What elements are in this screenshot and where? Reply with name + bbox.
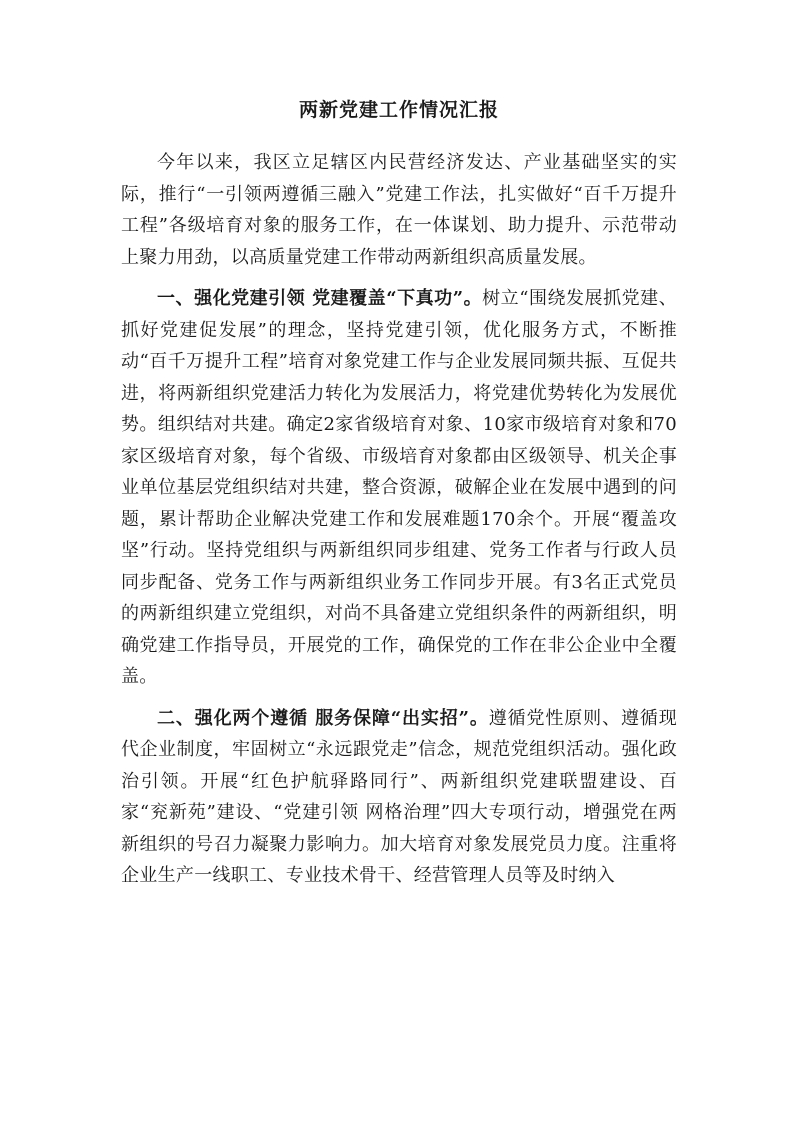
document-page (121, 95, 677, 902)
intro-paragraph: 今年以来，我区立足辖区内民营经济发达、产业基础坚实的实际，推行“一引领两遵循三融入”党建工作法，扎实做好“百千万提升工程”各级培育对象的服务工作，在一体谋划、助力提升、示范带动上聚力用劲，以高质量党建工作带动两新组织高质量发展。 (121, 152, 677, 268)
section-1-heading: 一、强化党建引领 党建覆盖“下真功”。 (157, 288, 483, 309)
section-2-paragraph (121, 703, 677, 892)
section-1-body: 树立“围绕发展抓党建、抓好党建促发展”的理念，坚持党建引领，优化服务方式，不断推动“百千万提升工程”培育对象党建工作与企业发展同频共振、互促共进，将两新组织党建活力转化为发展活力，将党建优势转化为发展优势。组织结对共建。确定2家省级培育对象、10家市级培育对象和70家区级培育对象，每个省级、市级培育对象都由区级领导、机关企事业单位基层党组织结对共建，整合资源，破解企业在发展中遇到的问题，累计帮助企业解决党建工作和发展难题170余个。开展“覆盖攻坚”行动。坚持党组织与两新组织同步组建、党务工作者与行政人员同步配备、党务工作与两新组织业务工作同步开展。有3名正式党员的两新组织建立党组织，对尚不具备建立党组织条件的两新组织，明确党建工作指导员，开展党的工作，确保党的工作在非公企业中全覆盖。 (121, 288, 677, 687)
section-2-body: 遵循党性原则、遵循现代企业制度，牢固树立“永远跟党走”信念，规范党组织活动。强化政治引领。开展“红色护航驿路同行”、两新组织党建联盟建设、百家“兖新苑”建设、“党建引领 网格治理”四大专项行动，增强党在两新组织的号召力凝聚力影响力。加大培育对象发展党员力度。注重将企业生产一线职工、专业技术骨干、经营管理人员等及时纳入 (121, 707, 678, 886)
section-2-heading: 二、强化两个遵循 服务保障“出实招”。 (157, 707, 489, 729)
document-title: 两新党建工作情况汇报 (298, 99, 499, 121)
section-1-paragraph (121, 283, 677, 693)
